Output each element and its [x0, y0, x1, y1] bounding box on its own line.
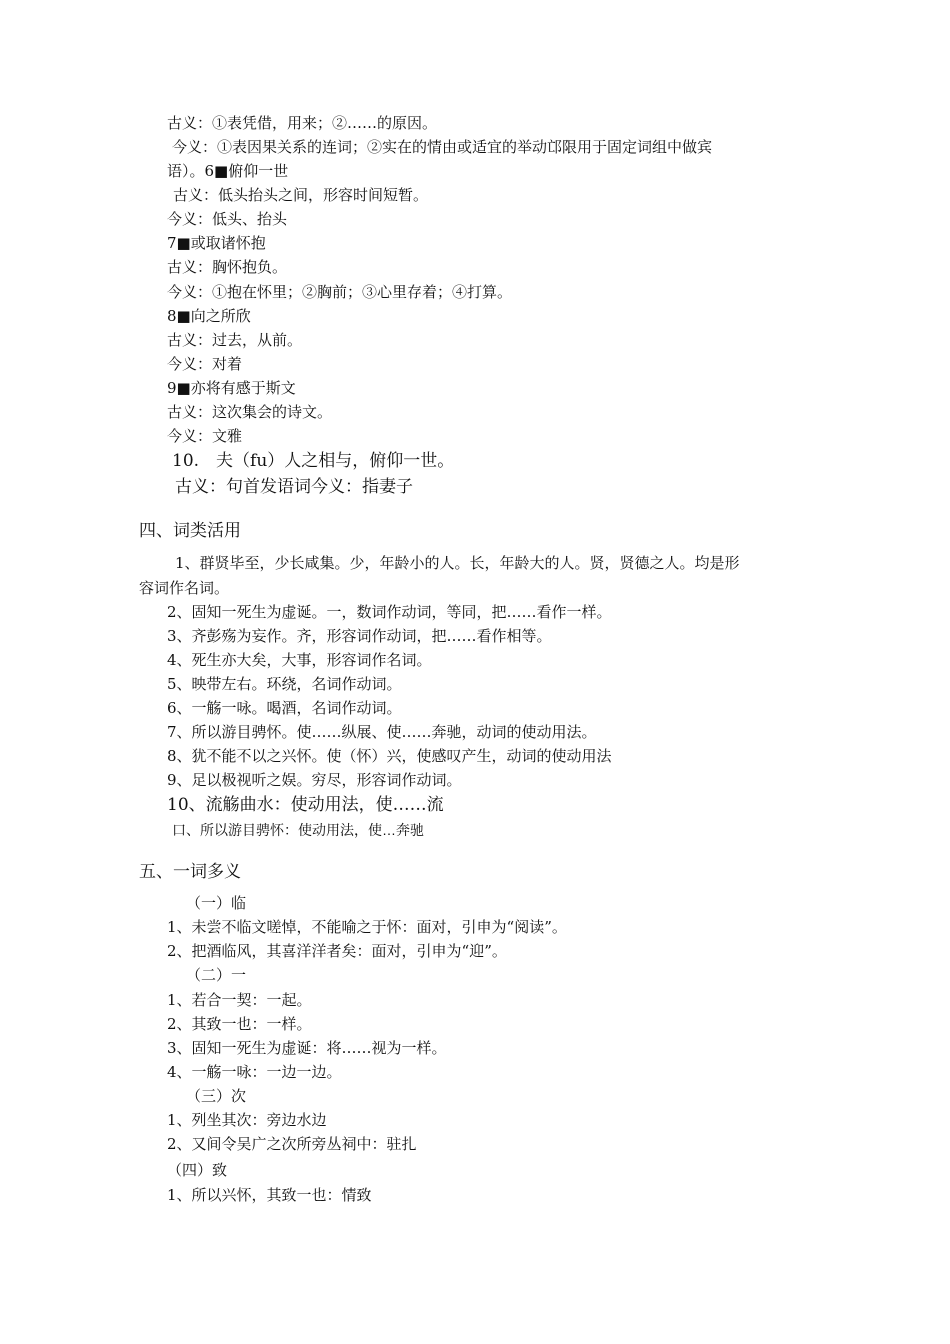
text-line: 古义：句首发语词今义：指妻子: [175, 477, 413, 497]
text-line: 今义：①表因果关系的连词；②实在的情由或适宜的举动邙限用于固定词组中做宾: [172, 138, 713, 156]
text-line: 1、列坐其次：旁边水边: [167, 1111, 327, 1129]
text-line: 古义：胸怀抱负。: [167, 258, 288, 276]
subsection-heading: （四）致: [167, 1161, 228, 1179]
subsection-heading: （一）临: [186, 894, 247, 912]
text-line: 容词作名词。: [139, 579, 230, 597]
text-line: 1、未尝不临文嗟悼，不能喻之于怀：面对，引申为“阅读”。: [167, 918, 567, 936]
text-line: 6、一觞一咏。喝酒，名词作动词。: [167, 699, 402, 717]
subsection-heading: （三）次: [186, 1087, 247, 1105]
text-line: 5、映带左右。环绕，名词作动词。: [167, 675, 402, 693]
text-line: 口、所以游目骋怀：使动用法，使…奔驰: [172, 822, 424, 838]
text-line: 8■向之所欣: [167, 307, 251, 325]
text-line: 2、固知一死生为虚诞。一，数词作动词，等同，把……看作一样。: [167, 603, 612, 621]
text-line: 2、其致一也：一样。: [167, 1015, 312, 1033]
subsection-heading: （二）一: [186, 966, 247, 984]
text-line: 1、群贤毕至，少长咸集。少，年龄小的人。长，年龄大的人。贤，贤德之人。均是形: [175, 554, 740, 572]
text-line: 9、足以极视听之娱。穷尽，形容词作动词。: [167, 771, 462, 789]
text-line: 1、所以兴怀，其致一也：情致: [167, 1186, 372, 1204]
text-line: 古义：低头抬头之间，形容时间短暂。: [173, 186, 429, 204]
text-line: 4、死生亦大矣，大事，形容词作名词。: [167, 651, 432, 669]
text-line: 古义：这次集会的诗文。: [167, 403, 333, 421]
text-line: 7■或取诸怀抱: [167, 234, 266, 252]
text-line: 9■亦将有感于斯文: [167, 379, 296, 397]
text-line: 4、一觞一咏：一边一边。: [167, 1063, 342, 1081]
text-line: 10、流觞曲水：使动用法，使……流: [167, 795, 444, 815]
text-line: 10. 夫（fu）人之相与，俯仰一世。: [172, 451, 455, 471]
text-line: 古义：过去，从前。: [167, 331, 303, 349]
text-line: 1、若合一契：一起。: [167, 991, 312, 1009]
text-line: 今义：低头、抬头: [167, 210, 288, 228]
text-line: 2、又间令吴广之次所旁丛祠中：驻扎: [167, 1135, 417, 1153]
text-line: 2、把酒临风，其喜洋洋者矣：面对，引申为“迎”。: [167, 942, 507, 960]
text-line: 7、所以游目骋怀。使……纵展、使……奔驰，动词的使动用法。: [167, 723, 597, 741]
text-line: 古义：①表凭借，用来；②……的原因。: [167, 114, 438, 132]
text-line: 今义：①抱在怀里；②胸前；③心里存着；④打算。: [167, 283, 513, 301]
text-line: 语）。6■俯仰一世: [167, 162, 289, 180]
text-line: 8、犹不能不以之兴怀。使（怀）兴，使感叹产生，动词的使动用法: [167, 747, 612, 765]
text-line: 今义：对着: [167, 355, 243, 373]
text-line: 今义：文雅: [167, 427, 243, 445]
section-heading: 四、词类活用: [139, 521, 241, 541]
section-heading: 五、一词多义: [139, 862, 241, 882]
text-line: 3、固知一死生为虚诞：将……视为一样。: [167, 1039, 447, 1057]
text-line: 3、齐彭殇为妄作。齐，形容词作动词，把……看作相等。: [167, 627, 552, 645]
